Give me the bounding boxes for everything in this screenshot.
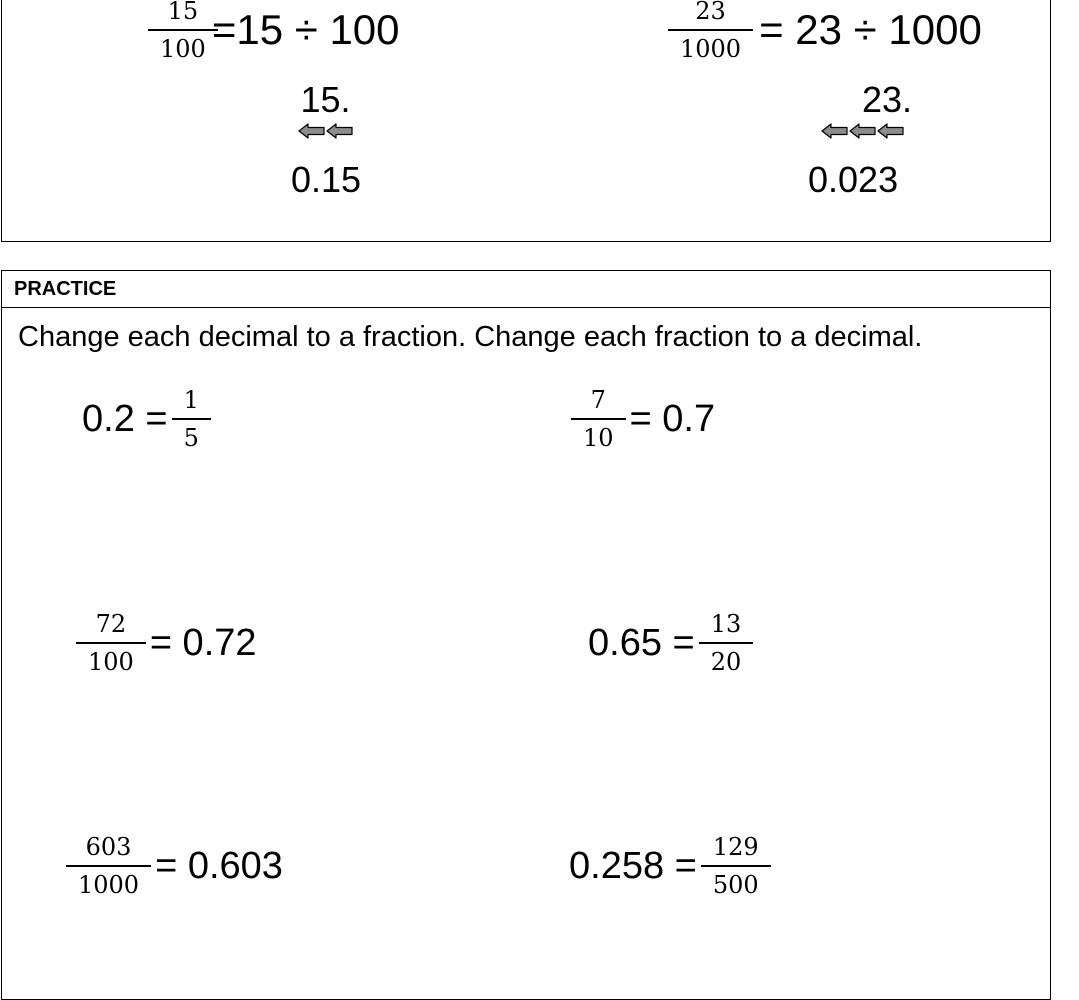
practice-header: PRACTICE (2, 271, 1050, 308)
practice-problem-5 (72, 835, 283, 897)
fraction-numerator: 23 (695, 0, 726, 25)
left-arrow-icon (298, 123, 325, 139)
practice-instructions: Change each decimal to a fraction. Change each fraction to a decimal. (18, 321, 923, 353)
left-arrow-icon (877, 123, 904, 139)
decimal-value: = 0.7 (629, 397, 716, 440)
shift-number: 15. (300, 79, 351, 120)
fraction-numerator: 15 (167, 0, 199, 25)
fraction (178, 388, 205, 450)
left-arrow-icon (326, 123, 353, 139)
fraction-numerator: 7 (590, 386, 606, 414)
fraction-numerator: 13 (710, 610, 742, 638)
fraction-numerator: 603 (85, 833, 132, 861)
fraction-denominator: 1000 (66, 865, 151, 897)
decimal-shift-2 (812, 79, 912, 139)
fraction-denominator: 10 (571, 418, 626, 450)
example-result-2: 0.023 (808, 159, 899, 200)
division-expression: = 23 ÷ 1000 (759, 6, 982, 53)
fraction-numerator: 72 (95, 610, 127, 638)
example-equation-2 (674, 0, 984, 61)
practice-problem-6 (569, 835, 765, 897)
fraction-denominator: 100 (76, 642, 146, 674)
example-result-1: 0.15 (291, 159, 362, 200)
fraction (577, 388, 620, 450)
fraction-numerator: 1 (183, 386, 199, 414)
example-fraction-1 (154, 0, 212, 61)
fraction-denominator: 100 (148, 29, 218, 61)
decimal-value: = 0.603 (155, 844, 283, 887)
decimal-value: = 0.72 (149, 621, 257, 664)
fraction-denominator: 500 (701, 865, 771, 897)
fraction-denominator: 20 (699, 642, 754, 674)
example-equation-1 (154, 0, 402, 61)
practice-problem-3 (82, 612, 257, 674)
left-arrow-icon (849, 123, 876, 139)
fraction-denominator: 5 (172, 418, 211, 450)
decimal-value: 0.2 = (82, 397, 168, 440)
shift-number: 23. (862, 79, 913, 120)
decimal-value: 0.65 = (588, 621, 695, 664)
left-arrow-icon (821, 123, 848, 139)
division-expression: =15 ÷ 100 (211, 6, 400, 53)
fraction (707, 835, 765, 897)
fraction (72, 835, 145, 897)
arrow-row (298, 123, 353, 139)
practice-problem-2 (577, 388, 715, 450)
example-fraction-2 (674, 0, 747, 61)
decimal-value: 0.258 = (569, 844, 697, 887)
arrow-row (821, 123, 904, 139)
fraction (705, 612, 748, 674)
fraction-denominator: 1000 (668, 29, 753, 61)
fraction-numerator: 129 (712, 833, 759, 861)
practice-problem-4 (588, 612, 747, 674)
fraction (82, 612, 140, 674)
examples-box (1, 0, 1051, 242)
practice-problem-1 (82, 388, 205, 450)
decimal-shift-1 (298, 79, 353, 139)
practice-box (1, 270, 1051, 1000)
